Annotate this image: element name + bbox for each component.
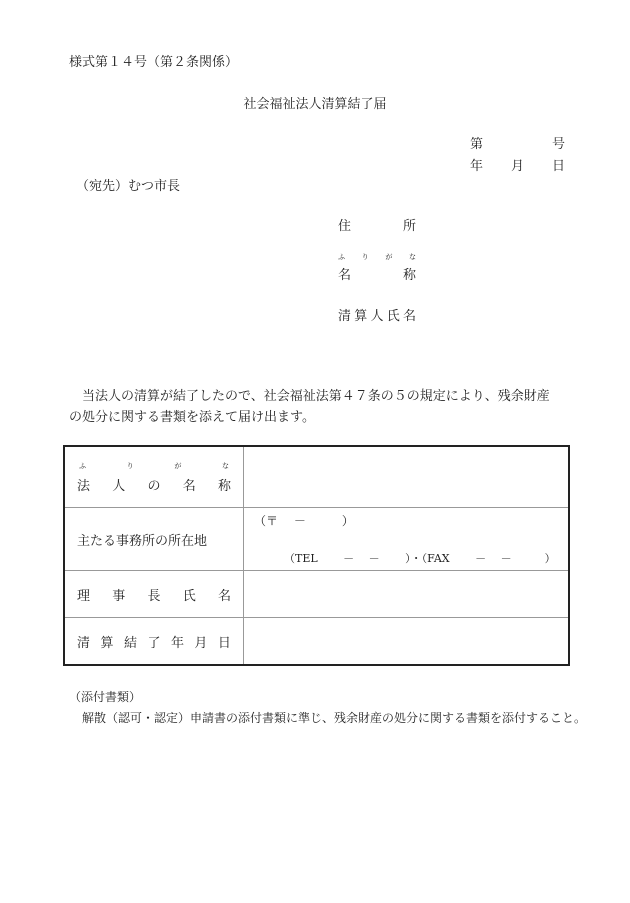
label-char: 理 xyxy=(77,588,91,604)
form-number: 様式第１４号（第２条関係） xyxy=(69,55,239,70)
furigana-char: ふ xyxy=(338,253,345,261)
document-title: 社会福祉法人清算結了届 xyxy=(243,97,387,112)
applicant-name-label xyxy=(338,264,416,283)
label-char: 清 xyxy=(338,309,352,324)
number-suffix: 号 xyxy=(551,137,565,152)
table-row-office-address xyxy=(64,508,569,571)
tel-fax: （TEL － － ）・（FAX － － ） xyxy=(284,552,556,565)
label-char: 住 xyxy=(338,219,352,234)
furigana xyxy=(77,461,231,471)
label-char: 氏 xyxy=(386,309,400,324)
furigana-char: な xyxy=(408,253,416,261)
applicant-furigana xyxy=(338,252,416,262)
label-char: 名 xyxy=(402,309,416,324)
label-char: 所 xyxy=(402,219,416,234)
label-char: 名 xyxy=(338,268,352,283)
date-month: 月 xyxy=(510,159,524,174)
addressee: （宛先）むつ市長 xyxy=(76,179,181,194)
label-char: 日 xyxy=(217,635,231,651)
chairman-name-label xyxy=(64,571,244,618)
furigana-char: り xyxy=(126,461,134,470)
label-char: 称 xyxy=(217,478,231,494)
date-line xyxy=(470,155,565,174)
body-line-1: 当法人の清算が結了したので、社会福祉法第４７条の５の規定により、残余財産 xyxy=(82,389,550,404)
furigana-char: り xyxy=(361,253,369,261)
label-char: 年 xyxy=(170,635,184,651)
label-char: 氏 xyxy=(182,588,196,604)
document-number-line xyxy=(470,133,565,152)
label-char: 結 xyxy=(123,635,137,651)
liquidation-date-label xyxy=(64,618,244,666)
label-char: 算 xyxy=(100,635,114,651)
table-row-chairman xyxy=(64,571,569,618)
corporation-name-field[interactable] xyxy=(244,446,570,508)
label-char: 名 xyxy=(217,588,231,604)
label-char: 了 xyxy=(147,635,161,651)
label-char: 名 xyxy=(182,478,196,494)
body-text xyxy=(69,386,569,428)
notification-table xyxy=(63,445,570,666)
label-char: 称 xyxy=(402,268,416,283)
chairman-name-field[interactable] xyxy=(244,571,570,618)
label-char: 事 xyxy=(112,588,126,604)
office-address-label xyxy=(64,508,244,571)
label-char: 月 xyxy=(194,635,208,651)
label-char: 法 xyxy=(77,478,91,494)
number-prefix: 第 xyxy=(470,137,484,152)
liquidator-name-label xyxy=(338,305,416,324)
label-char: 人 xyxy=(112,478,126,494)
attachments-text: 解散（認可・認定）申請書の添付書類に準じ、残余財産の処分に関する書類を添付すること。 xyxy=(82,711,587,725)
furigana-char: ふ xyxy=(79,461,86,470)
label-text: 主たる事務所の所在地 xyxy=(77,533,208,549)
attachments-heading: （添付書類） xyxy=(69,690,142,704)
furigana-char: が xyxy=(385,253,393,261)
postal-code: （〒 － ） xyxy=(254,514,354,528)
table-row-corporation-name xyxy=(64,446,569,508)
applicant-address-label xyxy=(338,215,416,234)
label-char: 算 xyxy=(354,309,368,324)
label-char: 長 xyxy=(147,588,161,604)
furigana-char: が xyxy=(174,461,182,470)
label-char: の xyxy=(147,478,161,494)
label-char: 清 xyxy=(77,635,91,651)
body-line-2: の処分に関する書類を添えて届け出ます。 xyxy=(69,410,315,425)
date-year: 年 xyxy=(470,159,484,174)
furigana-char: な xyxy=(221,461,229,470)
date-day: 日 xyxy=(551,159,565,174)
table-row-liquidation-date xyxy=(64,618,569,666)
label-char: 人 xyxy=(370,309,384,324)
liquidation-date-field[interactable] xyxy=(244,618,570,666)
corporation-name-label xyxy=(64,446,244,508)
office-address-field[interactable] xyxy=(244,508,570,571)
